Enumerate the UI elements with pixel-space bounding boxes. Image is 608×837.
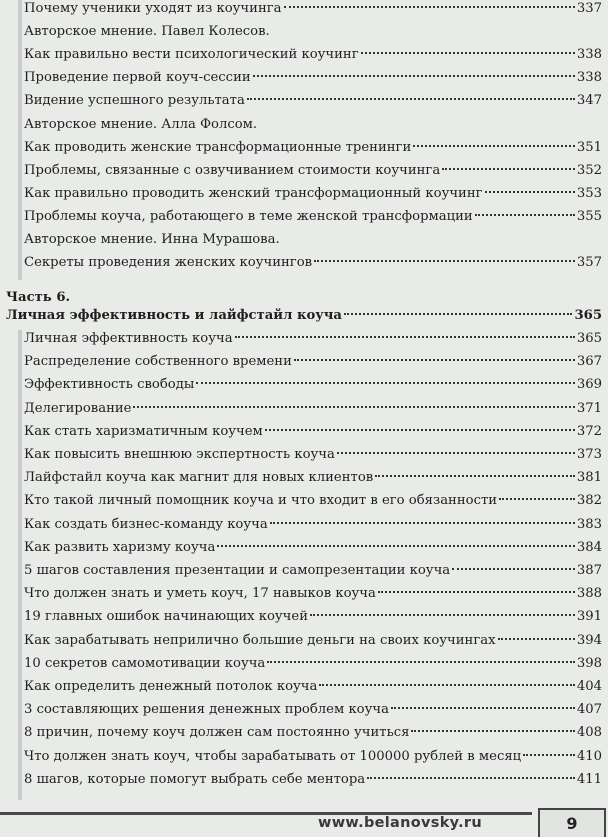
dot-leader (337, 451, 575, 454)
toc-page-number: 365 (576, 331, 602, 346)
toc-page-number: 369 (576, 377, 602, 393)
toc-entry-label: Проблемы, связанные с озвучиванием стоимости коучинга (24, 162, 441, 178)
toc-entry-label: Как развить харизму коуча (24, 539, 216, 555)
toc-entry[interactable] (24, 328, 602, 350)
toc-entry[interactable] (24, 351, 602, 373)
toc-page-number: 387 (576, 563, 602, 578)
toc-entry-label: 5 шагов составления презентации и самопрезентации коуча (24, 563, 451, 578)
toc-entry-label: Лайфстайл коуча как магнит для новых клиентов (24, 470, 374, 486)
toc-page-number: 404 (576, 679, 602, 694)
toc-entry-label: 8 причин, почему коуч должен сам постоянно учиться (24, 725, 410, 741)
dot-leader (378, 590, 575, 593)
dot-leader (247, 97, 575, 100)
toc-entry-label: 19 главных ошибок начинающих коучей (24, 609, 308, 625)
part-number: Часть 6. (6, 290, 71, 305)
toc-entry-label: Распределение собственного времени (24, 354, 292, 370)
dot-leader (235, 335, 575, 338)
toc-page-number: 398 (576, 655, 602, 671)
toc-entry-label: Авторское мнение. Павел Колесов. (24, 24, 270, 40)
toc-part-title: Личная эффективность и лайфстайл коуча (6, 308, 342, 323)
toc-page-number: 373 (576, 447, 602, 462)
toc-entry[interactable] (24, 746, 602, 768)
toc-entry[interactable] (24, 114, 602, 136)
toc-page-number: 355 (576, 208, 602, 224)
toc-entry[interactable] (24, 252, 602, 274)
toc-page-number: 367 (576, 354, 602, 370)
toc-entry-label: Видение успешного результата (24, 93, 245, 109)
toc-page-number: 382 (576, 493, 602, 509)
toc-entry[interactable] (24, 537, 602, 559)
dot-leader (475, 213, 575, 216)
toc-page-number: 410 (576, 748, 602, 764)
dot-leader (523, 753, 575, 756)
toc-entry-label: 3 составляющих решения денежных проблем коуча (24, 702, 389, 718)
toc-entry-label: Личная эффективность коуча (24, 331, 233, 346)
left-margin-rule (18, 0, 22, 280)
toc-entry[interactable] (24, 67, 602, 89)
dot-leader (411, 729, 574, 732)
toc-entry-label: Эффективность свободы (24, 377, 195, 393)
dot-leader (314, 259, 575, 262)
toc-entry[interactable] (24, 514, 602, 536)
toc-entry-label: Секреты проведения женских коучингов (24, 255, 313, 271)
toc-entry-label: Почему ученики уходят из коучинга (24, 1, 282, 16)
dot-leader (253, 74, 575, 77)
toc-page-number: 394 (576, 632, 602, 648)
toc-entry[interactable] (24, 490, 602, 512)
toc-entry[interactable] (24, 374, 602, 396)
toc-page-number: 338 (576, 70, 602, 86)
dot-leader (391, 706, 575, 709)
toc-page-number: 347 (576, 93, 602, 109)
toc-page-number: 384 (576, 539, 602, 555)
toc-entry-label: Авторское мнение. Алла Фолсом. (24, 116, 258, 132)
dot-leader (361, 51, 575, 54)
toc-entry[interactable] (24, 769, 602, 791)
toc-entry-label: Что должен знать и уметь коуч, 17 навыков коуча (24, 586, 376, 602)
toc-page-number: 338 (576, 47, 602, 63)
toc-page-number: 337 (576, 1, 602, 16)
toc-page-number: 388 (576, 586, 602, 602)
toc-entry[interactable] (24, 560, 602, 582)
toc-page-number: 352 (576, 162, 602, 178)
toc-entry[interactable] (24, 630, 602, 652)
toc-page-number: 351 (576, 139, 602, 155)
dot-leader (452, 567, 575, 570)
footer-url[interactable]: www.belanovsky.ru (318, 815, 482, 831)
toc-entry-label: Что должен знать коуч, чтобы зарабатывать от 100000 рублей в месяц (24, 748, 522, 764)
dot-leader (319, 683, 574, 686)
toc-entry-label: Делегирование (24, 400, 132, 416)
toc-page-number: 365 (574, 308, 602, 323)
toc-entry-label: Как зарабатывать неприлично большие деньги на своих коучингах (24, 632, 496, 648)
dot-leader (367, 776, 575, 779)
dot-leader (284, 5, 575, 8)
toc-entry[interactable] (24, 21, 602, 43)
toc-page-number: 381 (576, 470, 602, 486)
dot-leader (267, 660, 575, 663)
toc-entry[interactable] (24, 467, 602, 489)
toc-entry[interactable] (24, 722, 602, 744)
toc-entry[interactable] (24, 583, 602, 605)
toc-part-title-line[interactable] (6, 305, 602, 327)
dot-leader (265, 428, 575, 431)
toc-entry[interactable] (24, 0, 602, 20)
toc-page-number: 391 (576, 609, 602, 625)
toc-entry-label: Как повысить внешнюю экспертность коуча (24, 447, 335, 462)
toc-entry-label: Проведение первой коуч-сессии (24, 70, 251, 86)
toc-entry[interactable] (24, 444, 602, 466)
left-margin-rule (18, 330, 22, 800)
toc-entry[interactable] (24, 183, 602, 205)
toc-entry-label: Авторское мнение. Инна Мурашова. (24, 232, 280, 247)
toc-entry[interactable] (24, 676, 602, 698)
toc-entry-label: 8 шагов, которые помогут выбрать себе ментора (24, 771, 366, 787)
dot-leader (498, 637, 575, 640)
dot-leader (294, 358, 575, 361)
toc-entry-label: Как правильно вести психологический коучинг (24, 47, 359, 63)
toc-page-number: 357 (576, 255, 602, 271)
toc-entry-label: Как правильно проводить женский трансформационный коучинг (24, 185, 483, 201)
dot-leader (485, 190, 575, 193)
toc-entry[interactable] (24, 90, 602, 112)
toc-entry-label: 10 секретов самомотивации коуча (24, 655, 266, 671)
toc-entry[interactable] (24, 160, 602, 182)
toc-entry[interactable] (24, 699, 602, 721)
toc-page-number: 372 (576, 423, 602, 439)
toc-entry-label: Проблемы коуча, работающего в теме женской трансформации (24, 208, 473, 224)
toc-entry[interactable] (24, 398, 602, 420)
dot-leader (133, 405, 574, 408)
dot-leader (413, 144, 575, 147)
dot-leader (217, 544, 574, 547)
toc-entry-label: Как создать бизнес-команду коуча (24, 516, 268, 532)
toc-entry-label: Как проводить женские трансформационные тренинги (24, 139, 412, 155)
dot-leader (375, 474, 575, 477)
toc-page-number: 383 (576, 516, 602, 532)
page-number-box: 9 (538, 808, 606, 837)
toc-page-number: 353 (576, 185, 602, 201)
dot-leader (442, 167, 575, 170)
toc-entry-label: Как стать харизматичным коучем (24, 423, 263, 439)
toc-page-number: 407 (576, 702, 602, 718)
toc-entry[interactable] (24, 653, 602, 675)
toc-entry-label: Кто такой личный помощник коуча и что входит в его обязанности (24, 493, 498, 509)
toc-page-number: 371 (576, 400, 602, 416)
toc-entry[interactable] (24, 421, 602, 443)
toc-page-number: 408 (576, 725, 602, 741)
dot-leader (270, 521, 575, 524)
toc-entry-label: Как определить денежный потолок коуча (24, 679, 318, 694)
toc-entry[interactable] (24, 206, 602, 228)
toc-page-number: 411 (576, 771, 602, 787)
dot-leader (344, 312, 573, 315)
dot-leader (310, 613, 575, 616)
dot-leader (196, 381, 575, 384)
toc-entry[interactable] (24, 606, 602, 628)
toc-entry[interactable] (24, 137, 602, 159)
toc-entry[interactable] (24, 44, 602, 66)
dot-leader (499, 497, 575, 500)
toc-entry[interactable] (24, 229, 602, 251)
